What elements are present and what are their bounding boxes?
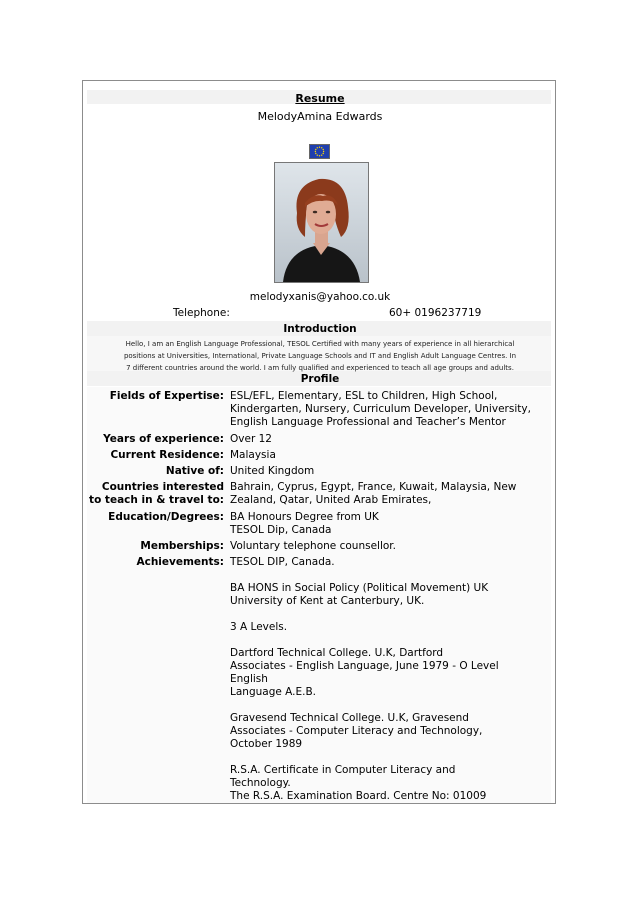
candidate-name: MelodyAmina Edwards [257, 110, 383, 123]
telephone-label: Telephone: [173, 307, 230, 319]
field-label-education: Education/Degrees: [108, 511, 224, 523]
field-value-education: BA Honours Degree from UK TESOL Dip, Canada [230, 511, 379, 536]
intro-line: positions at Universities, International, Private Language Schools and IT and English Adult Language Centres. In [123, 352, 517, 360]
field-value-native: United Kingdom [230, 465, 315, 477]
field-value-achievements: TESOL DIP, Canada. BA HONS in Social Policy (Political Movement) UK University of Kent at Canterbury, UK. 3 A Levels. Dartford Technical College. U.K, Dartford Associates - English Language, June 1979 - O Level English Language A.E.B. Gravesend Technical College. U.K, Gravesend Associates - Computer Literacy and Technology, October 1989 R.S.A. Certificate in Computer Literacy and Technology. The R.S.A. Examination Board. Centre No: 01009 [230, 556, 499, 802]
profile-heading: Profile [300, 373, 340, 385]
field-value-residence: Malaysia [230, 449, 276, 461]
field-value-expertise: ESL/EFL, Elementary, ESL to Children, High School, Kindergarten, Nursery, Curriculum Developer, University, English Language Professional and Teacher’s Mentor [230, 390, 531, 428]
introduction-text [89, 338, 551, 374]
field-label-countries: Countries interested to teach in & travel to: [89, 481, 224, 506]
field-label-native: Native of: [165, 465, 224, 477]
eu-flag-icon [309, 144, 330, 159]
resume-title: Resume [295, 92, 345, 105]
field-label-years: Years of experience: [103, 433, 224, 445]
field-label-memberships: Memberships: [140, 540, 224, 552]
field-label-expertise: Fields of Expertise: [109, 390, 224, 402]
field-value-years: Over 12 [230, 433, 272, 445]
field-value-countries: Bahrain, Cyprus, Egypt, France, Kuwait, Malaysia, New Zealand, Qatar, United Arab Emirates, [230, 481, 517, 506]
field-label-achievements: Achievements: [136, 556, 224, 568]
field-label-residence: Current Residence: [110, 449, 224, 461]
email-address: melodyxanis@yahoo.co.uk [249, 291, 391, 303]
profile-photo [274, 162, 369, 283]
field-value-memberships: Voluntary telephone counsellor. [230, 540, 396, 552]
introduction-heading: Introduction [283, 323, 357, 335]
telephone-value: 60+ 0196237719 [389, 307, 482, 319]
resume-frame [82, 80, 556, 804]
intro-line: Hello, I am an English Language Professional, TESOL Certified with many years of experience in all hierarchical [125, 340, 515, 348]
intro-line: 7 different countries around the world. I am fully qualified and experienced to teach all age groups and adults. [126, 364, 514, 372]
